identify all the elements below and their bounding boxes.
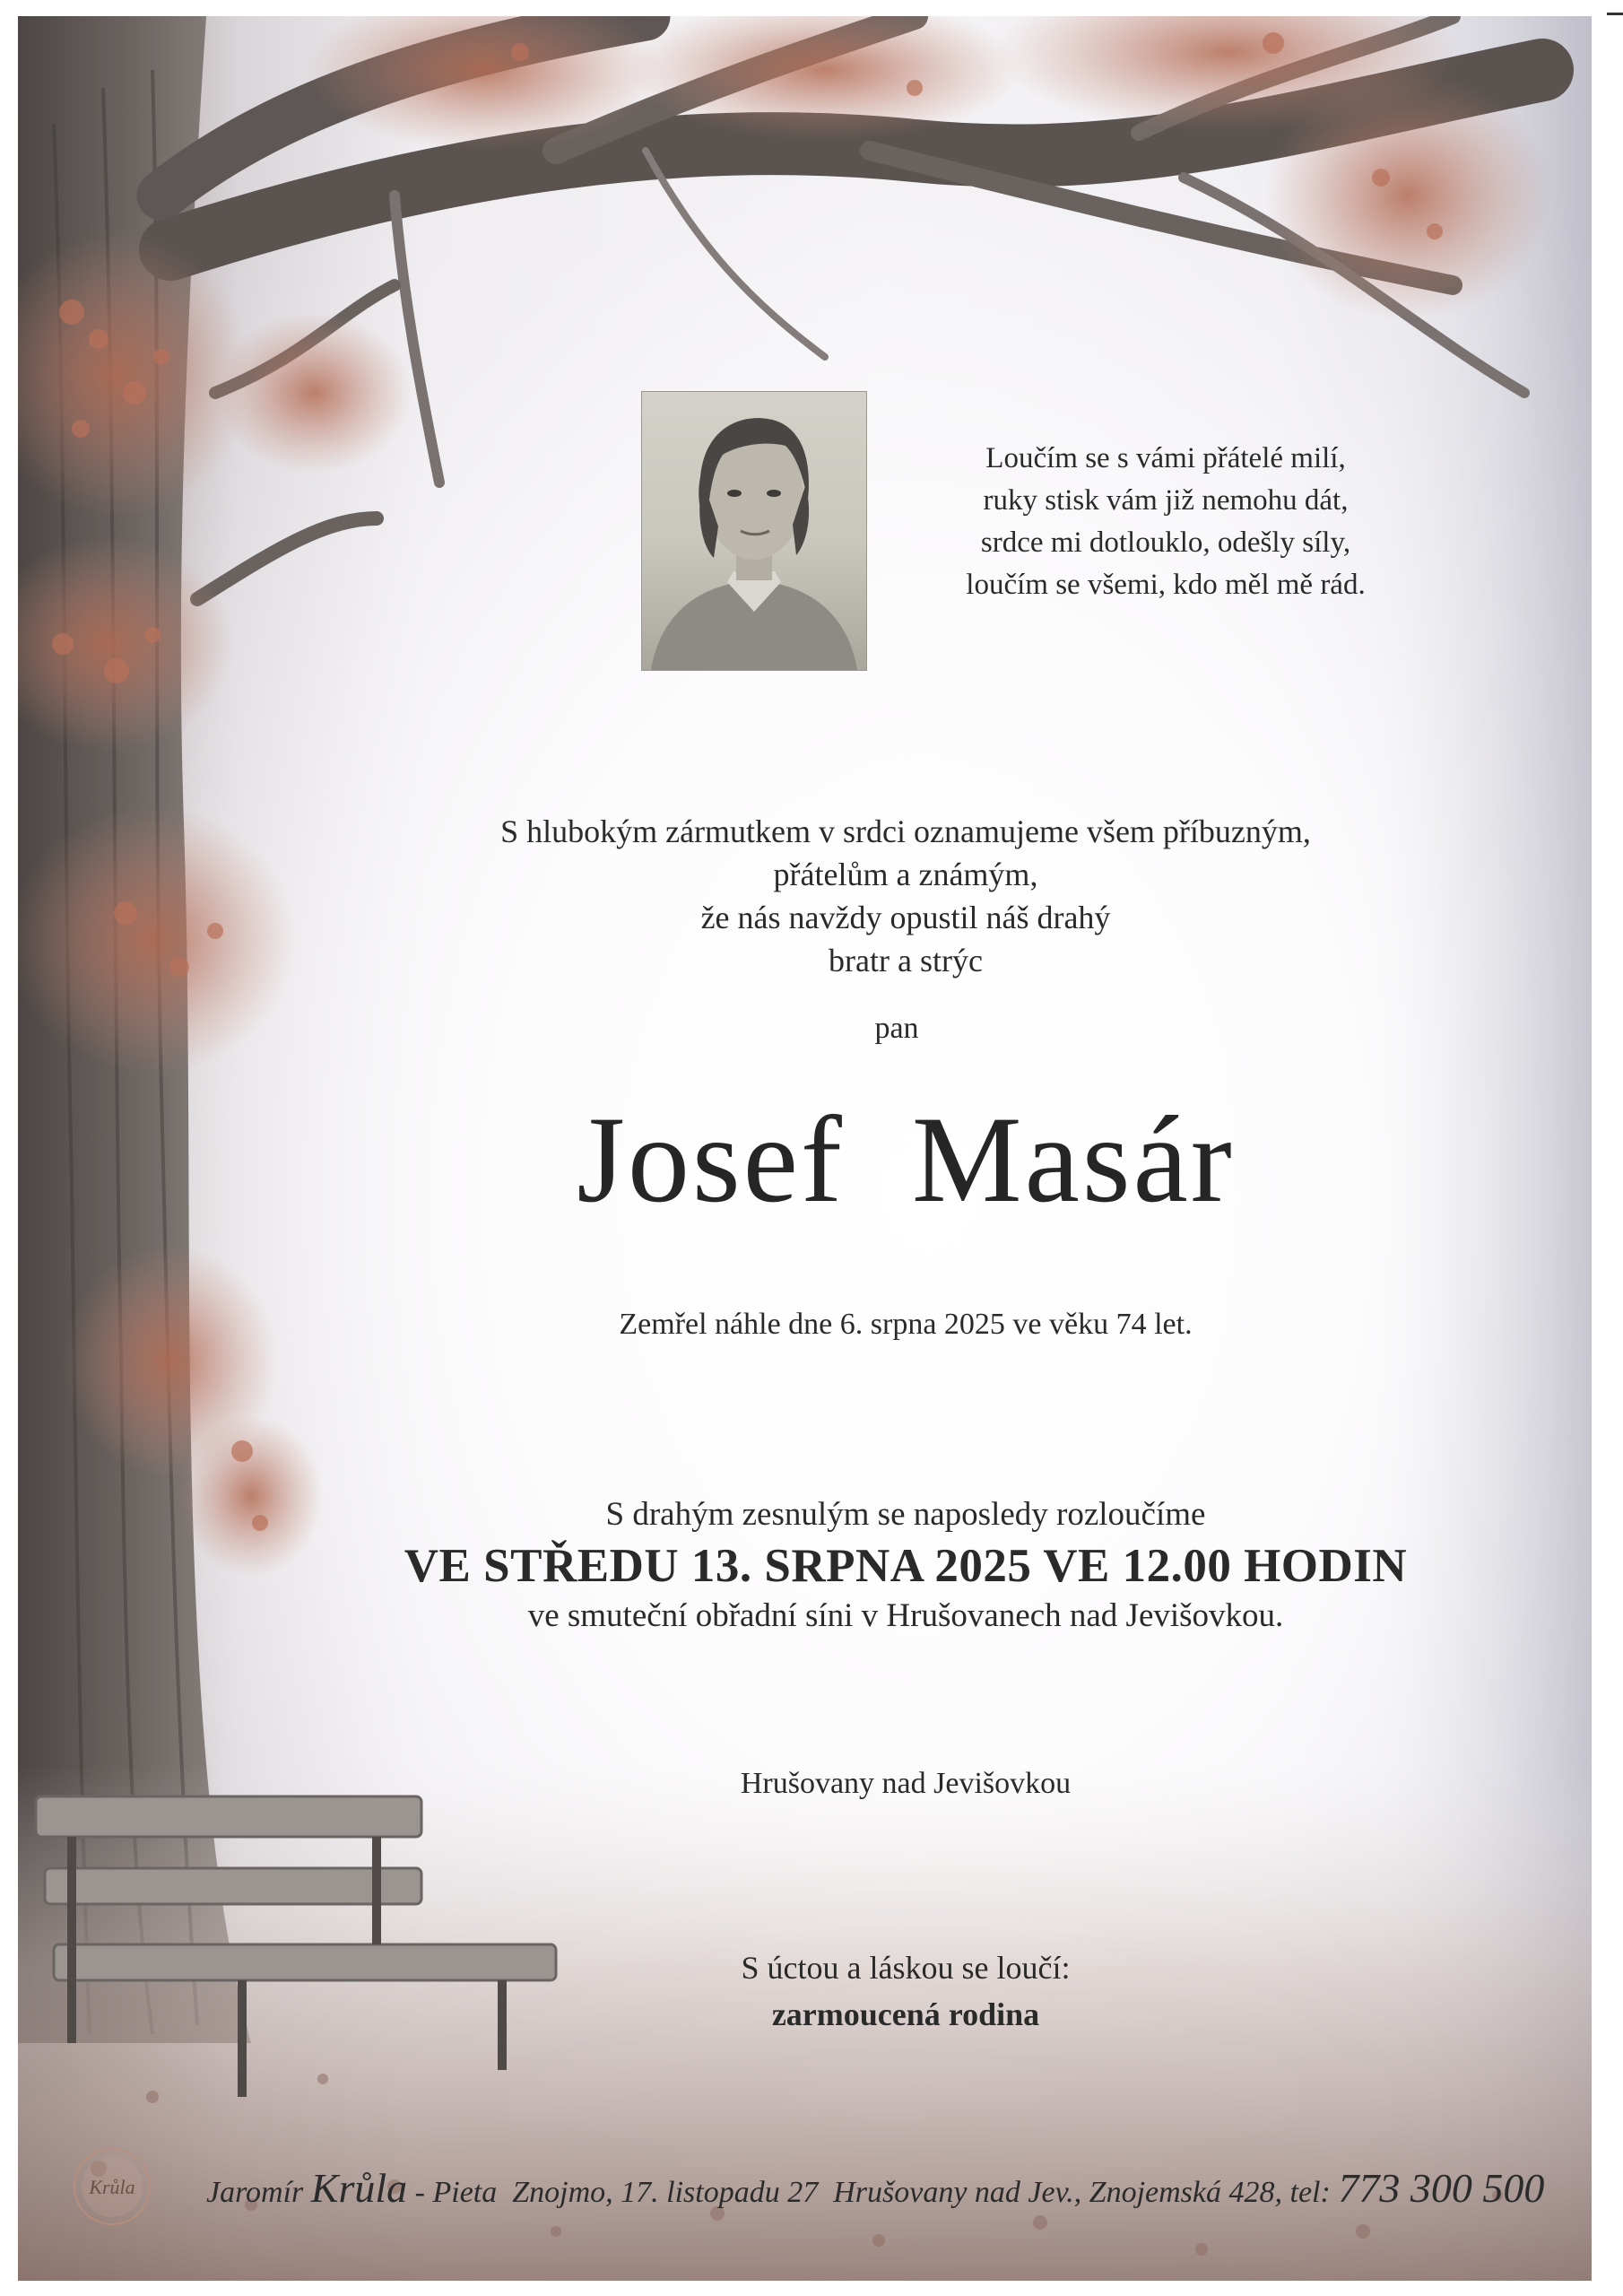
footer-first-name: Jaromír: [206, 2176, 304, 2209]
poem-line: ruky stisk vám již nemohu dát,: [983, 484, 1349, 517]
signature-block: [538, 1944, 1273, 2038]
announcement-line: že nás navždy opustil náš drahý: [700, 900, 1111, 935]
parte-sheet: [18, 16, 1592, 2281]
footer-addresses: - Pieta Znojmo, 17. listopadu 27 Hrušovany nad Jev., Znojemská 428, tel:: [407, 2176, 1339, 2209]
portrait-photo: [641, 391, 867, 671]
deceased-name: Josef Masár: [577, 1091, 1235, 1228]
honorific: pan: [874, 1012, 919, 1045]
portrait-figure: [642, 392, 866, 670]
poem-line: srdce mi dotlouklo, odešly síly,: [980, 526, 1351, 559]
signature-intro: S úctou a láskou se loučí:: [741, 1950, 1071, 1986]
footer-surname: Krůla: [310, 2165, 408, 2211]
poem-line: loučím se všemi, kdo měl mě rád.: [966, 569, 1366, 601]
signature-family: zarmoucená rodina: [771, 1996, 1040, 2032]
announcement-line: bratr a strýc: [829, 943, 983, 978]
funeral-datetime: VE STŘEDU 13. SRPNA 2025 VE 12.00 HODIN: [404, 1540, 1408, 1592]
funeral-intro: S drahým zesnulým se naposledy rozloučíme: [605, 1496, 1206, 1533]
poem-line: Loučím se s vámi přátelé milí,: [985, 442, 1346, 474]
funeral-service-footer: [206, 2164, 1551, 2212]
footer-phone: 773 300 500: [1338, 2165, 1545, 2211]
death-note: Zemřel náhle dne 6. srpna 2025 ve věku 74 let.: [619, 1308, 1193, 1341]
funeral-service-logo: [63, 2142, 188, 2231]
announcement-line: S hlubokým zármutkem v srdci oznamujeme všem příbuzným,: [500, 813, 1311, 849]
announcement-text: [359, 810, 1453, 982]
funeral-venue: ve smuteční obřadní síni v Hrušovanech nad Jevišovkou.: [527, 1597, 1284, 1634]
announcement-line: přátelům a známým,: [773, 857, 1038, 892]
funeral-info: [314, 1492, 1497, 1639]
place-name: Hrušovany nad Jevišovkou: [740, 1767, 1072, 1800]
logo-text: Krůla: [89, 2176, 135, 2198]
scan-edge-mark: [1607, 13, 1623, 15]
farewell-poem: [924, 438, 1408, 606]
